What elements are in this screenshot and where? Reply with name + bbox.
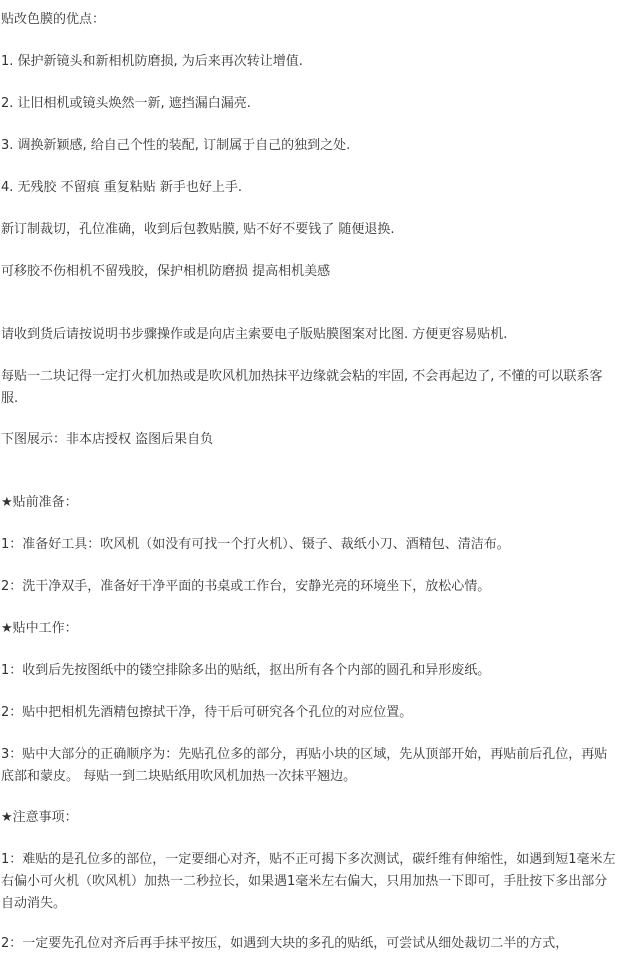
application-step-3: 3：贴中大部分的正确顺序为：先贴孔位多的部分，再贴小块的区域，先从顶部开始，再贴前后孔位，再贴底部和蒙皮。 每贴一到二块贴纸用吹风机加热一次抹平翘边。 (1, 747, 608, 784)
note-2: 2：一定要先孔位对齐后再手抹平按压，如遇到大块的多孔的贴纸，可尝试从细处裁切二半的方式， (1, 936, 569, 951)
advantage-4: 4. 无残胶 不留痕 重复粘贴 新手也好上手. (1, 180, 243, 195)
advantage-3: 3. 调换新颖感, 给自己个性的装配, 订制属于自己的独到之处. (1, 138, 351, 153)
application-step-1: 1：收到后先按图纸中的镂空排除多出的贴纸，抠出所有各个内部的圆孔和异形废纸。 (1, 663, 491, 678)
heading-notes: ★注意事项： (1, 810, 78, 825)
advantage-1: 1. 保护新镜头和新相机防磨损, 为后来再次转让增值. (1, 54, 303, 69)
heading-application: ★贴中工作： (1, 621, 78, 636)
heating-tip: 每贴一二块记得一定打火机加热或是吹风机加热抹平边缘就会粘的牢固, 不会再起边了, 不懂的可以联系客服. (1, 369, 603, 406)
preparation-step-1: 1：准备好工具：吹风机（如没有可找一个打火机）、镊子、裁纸小刀、酒精包、清洁布。 (1, 537, 510, 552)
advantage-2: 2. 让旧相机或镜头焕然一新, 遮挡漏白漏亮. (1, 96, 251, 111)
preparation-step-2: 2：洗干净双手，准备好干净平面的书桌或工作台，安静光亮的环境坐下，放松心情。 (1, 579, 491, 594)
note-1: 1：难贴的是孔位多的部位，一定要细心对齐，贴不正可揭下多次测试，碳纤维有伸缩性，如遇到短1毫米左右偏小可火机（吹风机）加热一二秒拉长，如果遇1毫米左右偏大，只用加热一下即可，手肚按下多出部分自动消失。 (1, 852, 616, 911)
heading-preparation: ★贴前准备： (1, 495, 78, 510)
application-step-2: 2：贴中把相机先酒精包擦拭干净，待干后可研究各个孔位的对应位置。 (1, 705, 413, 720)
removable-glue-note: 可移胶不伤相机不留残胶，保护相机防磨损 提高相机美感 (1, 264, 331, 279)
heading-advantages: 贴改色膜的优点： (1, 12, 106, 27)
instructions-note: 请收到货后请按说明书步骤操作或是向店主索要电子版贴膜图案对比图. 方便更容易贴机. (1, 327, 508, 342)
authorization-note: 下图展示：非本店授权 盗图后果自负 (1, 432, 214, 447)
custom-cut-note: 新订制裁切，孔位准确，收到后包教贴膜, 贴不好不要钱了 随便退换. (1, 222, 395, 237)
